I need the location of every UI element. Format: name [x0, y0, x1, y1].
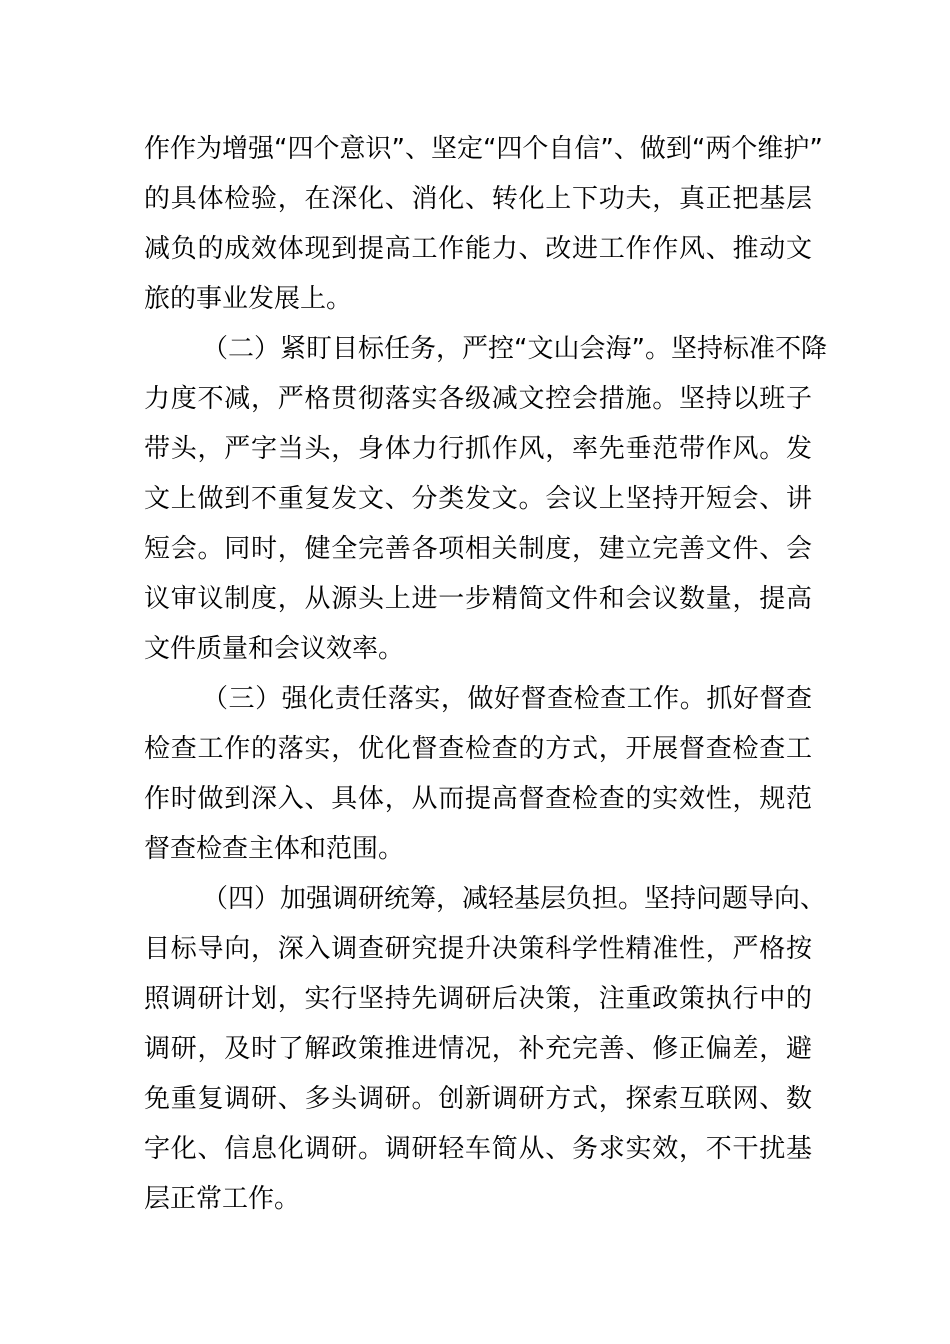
paragraph-section-2	[144, 324, 827, 674]
text-line: 旅的事业发展上。	[144, 284, 353, 314]
document-body	[144, 124, 827, 1224]
text-line: 目标导向，深入调查研究提升决策科学性精准性，严格按	[144, 934, 812, 964]
text-line: 调研，及时了解政策推进情况，补充完善、修正偏差，避	[144, 1034, 812, 1064]
paragraph-continuation	[144, 124, 823, 324]
text-line: 带头，严字当头，身体力行抓作风，率先垂范带作风。发	[144, 434, 812, 464]
text-line: 力度不减，严格贯彻落实各级减文控会措施。坚持以班子	[144, 384, 812, 414]
text-line: 层正常工作。	[144, 1184, 301, 1214]
text-line: 照调研计划，实行坚持先调研后决策，注重政策执行中的	[144, 984, 812, 1014]
text-line: 议审议制度，从源头上进一步精简文件和会议数量，提高	[144, 584, 812, 614]
text-line: 免重复调研、多头调研。创新调研方式，探索互联网、数	[144, 1084, 812, 1114]
paragraph-section-3	[144, 674, 812, 874]
text-line: 作作为增强“四个意识”、坚定“四个自信”、做到“两个维护”	[144, 134, 823, 164]
text-line: （四）加强调研统筹，减轻基层负担。坚持问题导向、	[202, 884, 827, 914]
text-line: 减负的成效体现到提高工作能力、改进工作作风、推动文	[144, 234, 812, 264]
text-line: 文上做到不重复发文、分类发文。会议上坚持开短会、讲	[144, 484, 812, 514]
text-line: 作时做到深入、具体，从而提高督查检查的实效性，规范	[144, 784, 812, 814]
text-line: 检查工作的落实，优化督查检查的方式，开展督查检查工	[144, 734, 812, 764]
text-line: （二）紧盯目标任务，严控“文山会海”。坚持标准不降	[202, 334, 827, 364]
text-line: 督查检查主体和范围。	[144, 834, 405, 864]
text-line: 字化、信息化调研。调研轻车简从、务求实效，不干扰基	[144, 1134, 812, 1164]
text-line: 短会。同时，健全完善各项相关制度，建立完善文件、会	[144, 534, 812, 564]
text-line: 的具体检验，在深化、消化、转化上下功夫，真正把基层	[144, 184, 812, 214]
text-line: 文件质量和会议效率。	[144, 634, 405, 664]
text-line: （三）强化责任落实，做好督查检查工作。抓好督查	[202, 684, 812, 714]
paragraph-section-4	[144, 874, 827, 1224]
